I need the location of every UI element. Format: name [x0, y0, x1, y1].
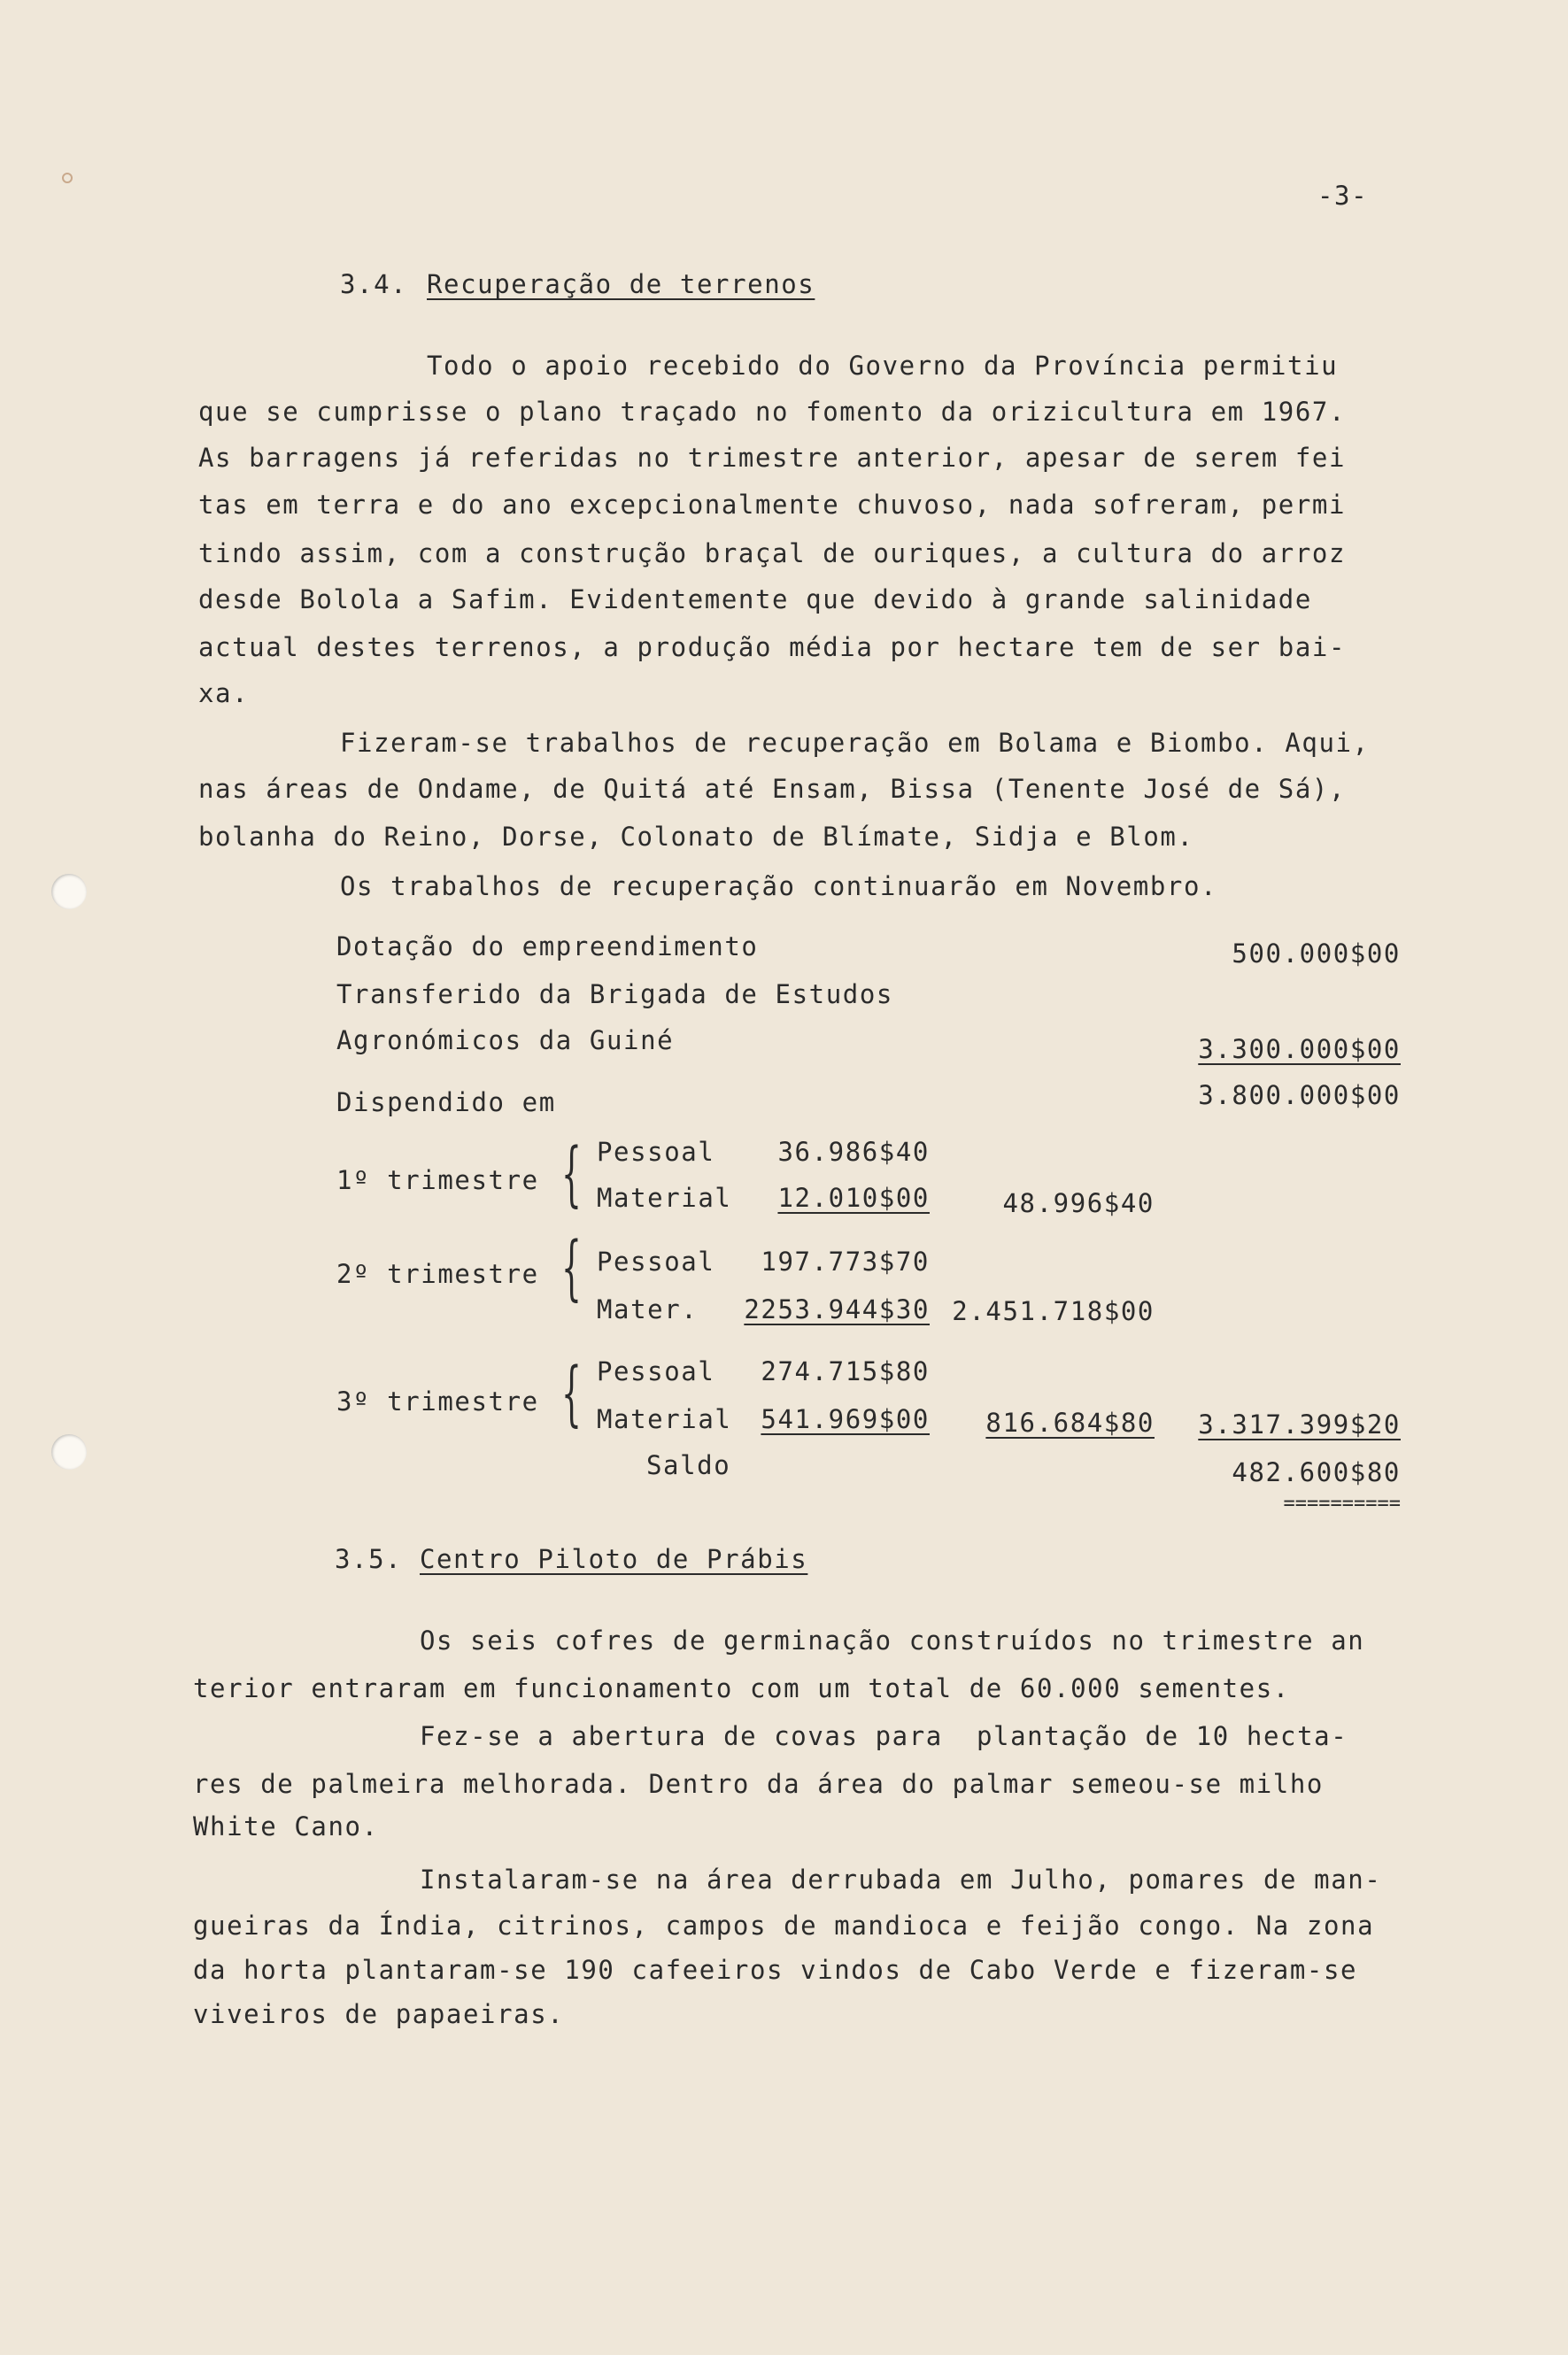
- transferido-value: 3.300.000$00: [1198, 1034, 1401, 1064]
- paragraph-line: Todo o apoio recebido do Governo da Província permitiu: [427, 351, 1339, 381]
- page-number: -3-: [1317, 181, 1369, 211]
- section-3-5-number: 3.5.: [335, 1544, 403, 1574]
- dotacao-value: 500.000$00: [1232, 938, 1401, 969]
- quarter-subtotal: 48.996$40: [1002, 1188, 1155, 1218]
- expense-label: Pessoal: [597, 1137, 715, 1167]
- paragraph-line: da horta plantaram-se 190 cafeeiros vindos de Cabo Verde e fizeram-se: [193, 1955, 1358, 1985]
- paragraph-line: actual destes terrenos, a produção média por hectare tem de ser bai-: [198, 632, 1347, 662]
- expense-value: 12.010$00: [777, 1183, 930, 1213]
- expense-value: 541.969$00: [761, 1404, 930, 1434]
- expense-value: 274.715$80: [761, 1356, 930, 1386]
- dotacao-label: Dotação do empreendimento: [336, 931, 759, 961]
- double-rule: ==========: [1283, 1493, 1401, 1515]
- punch-hole-bottom: [51, 1434, 87, 1470]
- paragraph-line: As barragens já referidas no trimestre anterior, apesar de serem fei: [198, 443, 1347, 473]
- quarter-subtotal: 2.451.718$00: [952, 1296, 1155, 1326]
- expense-label: Pessoal: [597, 1356, 715, 1386]
- grand-total: 3.317.399$20: [1198, 1409, 1401, 1440]
- paragraph-line: Instalaram-se na área derrubada em Julho, pomares de man-: [420, 1865, 1382, 1895]
- paragraph-line: White Cano.: [193, 1811, 379, 1842]
- transferido-label: Agronómicos da Guiné: [336, 1025, 675, 1055]
- expense-label: Material: [597, 1404, 732, 1434]
- margin-mark: [62, 173, 73, 183]
- paragraph-line: Os seis cofres de germinação construídos no trimestre an: [420, 1625, 1365, 1656]
- paragraph-line: terior entraram em funcionamento com um total de 60.000 sementes.: [193, 1673, 1290, 1703]
- expense-value: 2253.944$30: [744, 1294, 930, 1324]
- paragraph-line: Os trabalhos de recuperação continuarão em Novembro.: [340, 871, 1218, 901]
- quarter-label: 3º trimestre: [336, 1386, 539, 1417]
- paragraph-line: Fizeram-se trabalhos de recuperação em Bolama e Biombo. Aqui,: [340, 728, 1370, 758]
- saldo-label: Saldo: [646, 1450, 731, 1480]
- brace: {: [561, 1132, 582, 1215]
- section-3-5-title: Centro Piloto de Prábis: [420, 1544, 808, 1574]
- paragraph-line: xa.: [198, 678, 250, 708]
- section-3-4-number: 3.4.: [340, 269, 408, 299]
- expense-label: Mater.: [597, 1294, 699, 1324]
- paragraph-line: viveiros de papaeiras.: [193, 1999, 565, 2029]
- dispendido-label: Dispendido em: [336, 1087, 556, 1117]
- paragraph-line: nas áreas de Ondame, de Quitá até Ensam, Bissa (Tenente José de Sá),: [198, 774, 1347, 804]
- quarter-subtotal: 816.684$80: [985, 1408, 1155, 1438]
- paragraph-line: que se cumprisse o plano traçado no fomento da orizicultura em 1967.: [198, 397, 1347, 427]
- saldo-value: 482.600$80: [1232, 1457, 1401, 1487]
- brace: {: [561, 1226, 582, 1309]
- paragraph-line: tas em terra e do ano excepcionalmente chuvoso, nada sofreram, permi: [198, 490, 1347, 520]
- total-value: 3.800.000$00: [1198, 1080, 1401, 1110]
- transferido-label: Transferido da Brigada de Estudos: [336, 979, 893, 1009]
- expense-value: 197.773$70: [761, 1247, 930, 1277]
- expense-label: Pessoal: [597, 1247, 715, 1277]
- expense-label: Material: [597, 1183, 732, 1213]
- section-3-4-title: Recuperação de terrenos: [427, 269, 815, 299]
- paragraph-line: res de palmeira melhorada. Dentro da área do palmar semeou-se milho: [193, 1769, 1324, 1799]
- brace: {: [561, 1352, 582, 1434]
- paragraph-line: bolanha do Reino, Dorse, Colonato de Blímate, Sidja e Blom.: [198, 822, 1194, 852]
- paragraph-line: Fez-se a abertura de covas para plantação de 10 hecta-: [420, 1721, 1348, 1751]
- expense-value: 36.986$40: [777, 1137, 930, 1167]
- quarter-label: 1º trimestre: [336, 1165, 539, 1195]
- paragraph-line: tindo assim, com a construção braçal de ouriques, a cultura do arroz: [198, 538, 1347, 568]
- paragraph-line: gueiras da Índia, citrinos, campos de mandioca e feijão congo. Na zona: [193, 1911, 1375, 1941]
- paragraph-line: desde Bolola a Safim. Evidentemente que devido à grande salinidade: [198, 584, 1312, 614]
- punch-hole-top: [51, 874, 87, 909]
- quarter-label: 2º trimestre: [336, 1259, 539, 1289]
